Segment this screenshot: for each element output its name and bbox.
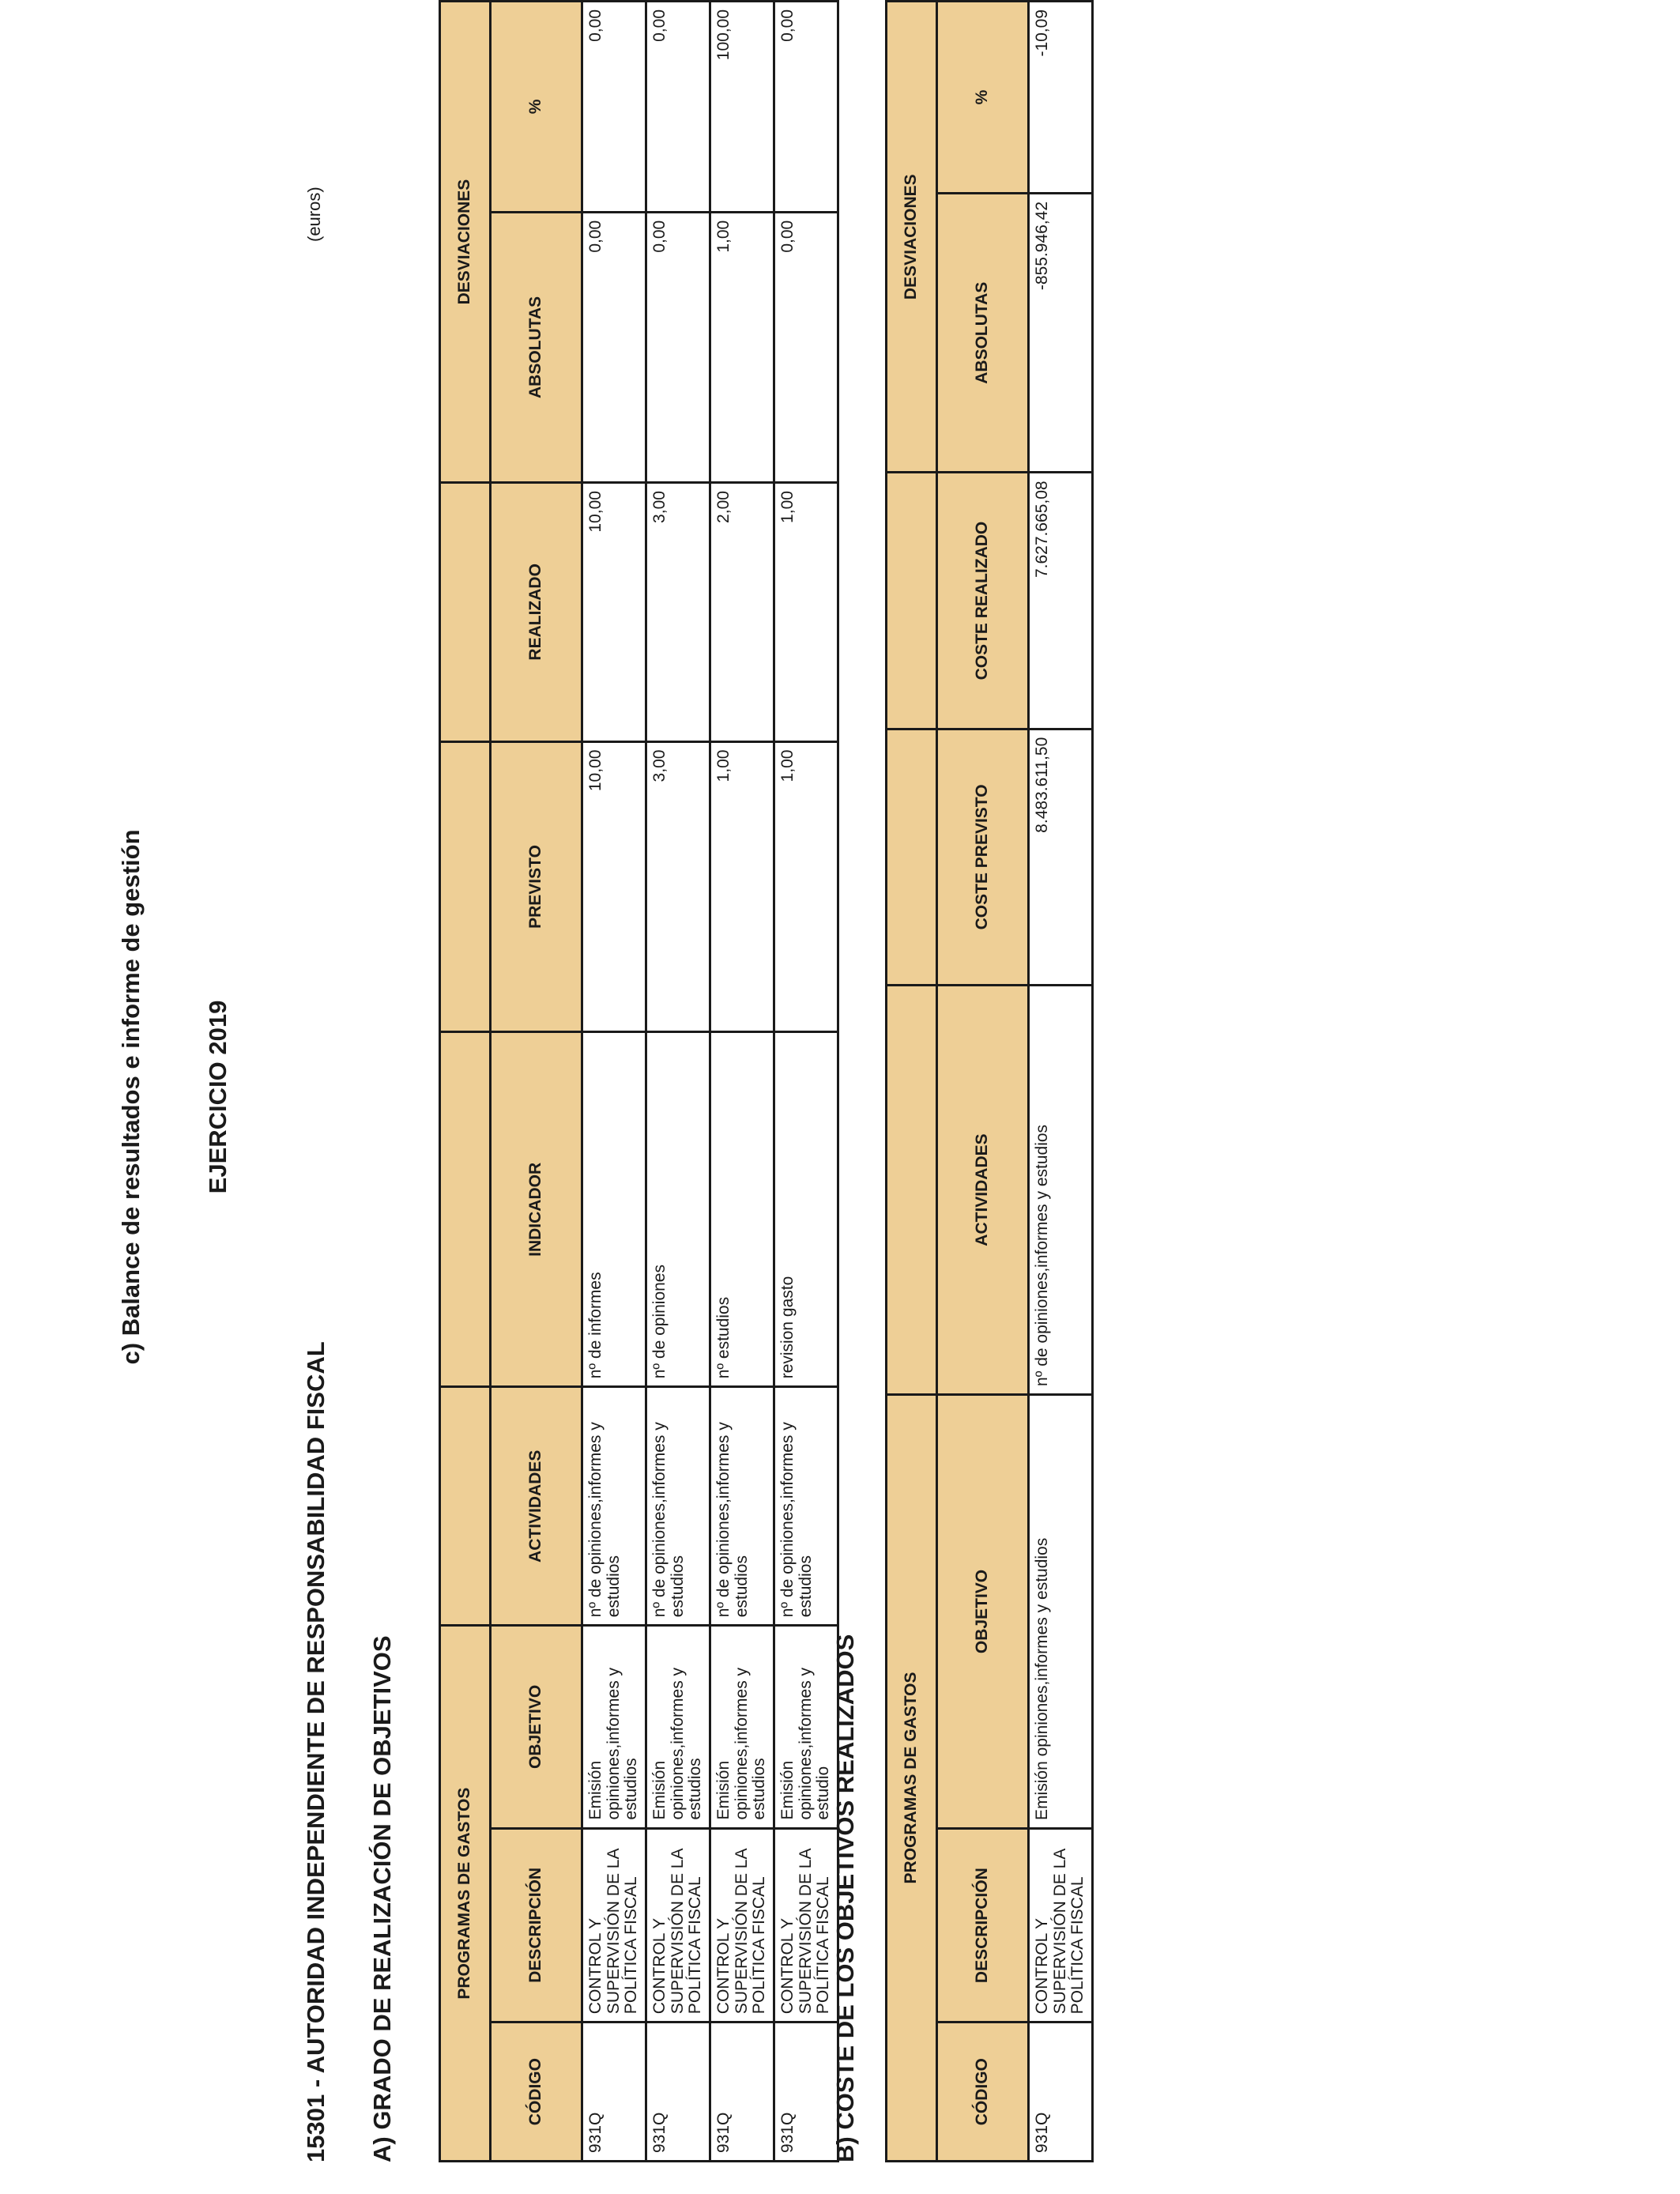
cell-absolutas: -855.946,42 (1029, 193, 1093, 472)
cell-absolutas: 0,00 (646, 212, 710, 482)
cell-actividades: nº de opiniones,informes y estudios (710, 1387, 774, 1626)
table-row (710, 2, 774, 2162)
exercise-year: EJERCICIO 2019 (204, 1000, 232, 1194)
cell-objetivo: Emisión opiniones,informes y estudios (710, 1626, 774, 1828)
cell-indicador: nº estudios (710, 1032, 774, 1387)
group-header-empty (440, 483, 491, 742)
section-b-title: B) COSTE DE LOS OBJETIVOS REALIZADOS (831, 1634, 859, 2162)
table-column-header-row (491, 2, 582, 2162)
units-label: (euros) (304, 187, 324, 242)
cell-actividades: nº de opiniones,informes y estudios (774, 1387, 838, 1626)
table-row (1029, 2, 1093, 2162)
cell-descripcion: CONTROL Y SUPERVISIÓN DE LA POLÍTICA FISCAL (774, 1828, 838, 2022)
cell-pct: 0,00 (646, 2, 710, 213)
cell-objetivo: Emisión opiniones,informes y estudios (1029, 1394, 1093, 1828)
group-header-programas: PROGRAMAS DE GASTOS (887, 1394, 937, 2161)
col-header-pct: % (491, 2, 582, 213)
group-header-empty (440, 1387, 491, 1626)
cell-realizado: 2,00 (710, 483, 774, 742)
cell-indicador: nº de informes (582, 1032, 646, 1387)
col-header-actividades: ACTIVIDADES (937, 986, 1029, 1395)
group-header-desviaciones: DESVIACIONES (440, 2, 491, 483)
cell-absolutas: 1,00 (710, 212, 774, 482)
costs-table (885, 0, 1094, 2162)
cell-actividades: nº de opiniones,informes y estudios (646, 1387, 710, 1626)
cell-indicador: nº de opiniones (646, 1032, 710, 1387)
table-row (582, 2, 646, 2162)
col-header-actividades: ACTIVIDADES (491, 1387, 582, 1626)
section-a-title: A) GRADO DE REALIZACIÓN DE OBJETIVOS (368, 1635, 396, 2162)
cell-coste-previsto: 8.483.611,50 (1029, 729, 1093, 985)
table-row (774, 2, 838, 2162)
cell-pct: 0,00 (774, 2, 838, 213)
group-header-empty (440, 741, 491, 1032)
cell-realizado: 1,00 (774, 483, 838, 742)
col-header-codigo: CÓDIGO (937, 2022, 1029, 2162)
group-header-empty (887, 729, 937, 985)
cell-indicador: revision gasto (774, 1032, 838, 1387)
cell-previsto: 3,00 (646, 741, 710, 1032)
cell-pct: 0,00 (582, 2, 646, 213)
cell-codigo: 931Q (710, 2022, 774, 2162)
cell-previsto: 1,00 (774, 741, 838, 1032)
cell-codigo: 931Q (582, 2022, 646, 2162)
organism-title: 15301 - AUTORIDAD INDEPENDIENTE DE RESPONSABILIDAD FISCAL (302, 1341, 330, 2162)
cell-codigo: 931Q (646, 2022, 710, 2162)
cell-objetivo: Emisión opiniones,informes y estudio (774, 1626, 838, 1828)
cell-previsto: 10,00 (582, 741, 646, 1032)
cell-descripcion: CONTROL Y SUPERVISIÓN DE LA POLÍTICA FISCAL (582, 1828, 646, 2022)
col-header-codigo: CÓDIGO (491, 2022, 582, 2162)
table-row (646, 2, 710, 2162)
col-header-indicador: INDICADOR (491, 1032, 582, 1387)
document-title: c) Balance de resultados e informe de gestión (117, 829, 145, 1365)
group-header-programas: PROGRAMAS DE GASTOS (440, 1626, 491, 2162)
cell-pct: -10,09 (1029, 2, 1093, 194)
cell-actividades: nº de opiniones,informes y estudios (1029, 986, 1093, 1395)
cell-objetivo: Emisión opiniones,informes y estudios (646, 1626, 710, 1828)
table-column-header-row (937, 2, 1029, 2162)
objectives-table (439, 0, 839, 2162)
col-header-absolutas: ABSOLUTAS (491, 212, 582, 482)
col-header-coste-previsto: COSTE PREVISTO (937, 729, 1029, 985)
col-header-previsto: PREVISTO (491, 741, 582, 1032)
cell-pct: 100,00 (710, 2, 774, 213)
cell-realizado: 10,00 (582, 483, 646, 742)
cell-coste-realizado: 7.627.665,08 (1029, 473, 1093, 729)
cell-previsto: 1,00 (710, 741, 774, 1032)
cell-codigo: 931Q (774, 2022, 838, 2162)
cell-descripcion: CONTROL Y SUPERVISIÓN DE LA POLÍTICA FISCAL (1029, 1828, 1093, 2022)
cell-descripcion: CONTROL Y SUPERVISIÓN DE LA POLÍTICA FISCAL (710, 1828, 774, 2022)
col-header-coste-realizado: COSTE REALIZADO (937, 473, 1029, 729)
cell-objetivo: Emisión opiniones,informes y estudios (582, 1626, 646, 1828)
group-header-desviaciones: DESVIACIONES (887, 2, 937, 473)
cell-codigo: 931Q (1029, 2022, 1093, 2162)
group-header-empty (887, 986, 937, 1395)
col-header-absolutas: ABSOLUTAS (937, 193, 1029, 472)
col-header-pct: % (937, 2, 1029, 194)
cell-absolutas: 0,00 (774, 212, 838, 482)
col-header-objetivo: OBJETIVO (491, 1626, 582, 1828)
col-header-descripcion: DESCRIPCIÓN (937, 1828, 1029, 2022)
col-header-descripcion: DESCRIPCIÓN (491, 1828, 582, 2022)
cell-actividades: nº de opiniones,informes y estudios (582, 1387, 646, 1626)
col-header-realizado: REALIZADO (491, 483, 582, 742)
cell-descripcion: CONTROL Y SUPERVISIÓN DE LA POLÍTICA FISCAL (646, 1828, 710, 2022)
cell-absolutas: 0,00 (582, 212, 646, 482)
table-group-header-row (440, 2, 491, 2162)
cell-realizado: 3,00 (646, 483, 710, 742)
group-header-empty (887, 473, 937, 729)
table-group-header-row (887, 2, 937, 2162)
col-header-objetivo: OBJETIVO (937, 1394, 1029, 1828)
group-header-empty (440, 1032, 491, 1387)
